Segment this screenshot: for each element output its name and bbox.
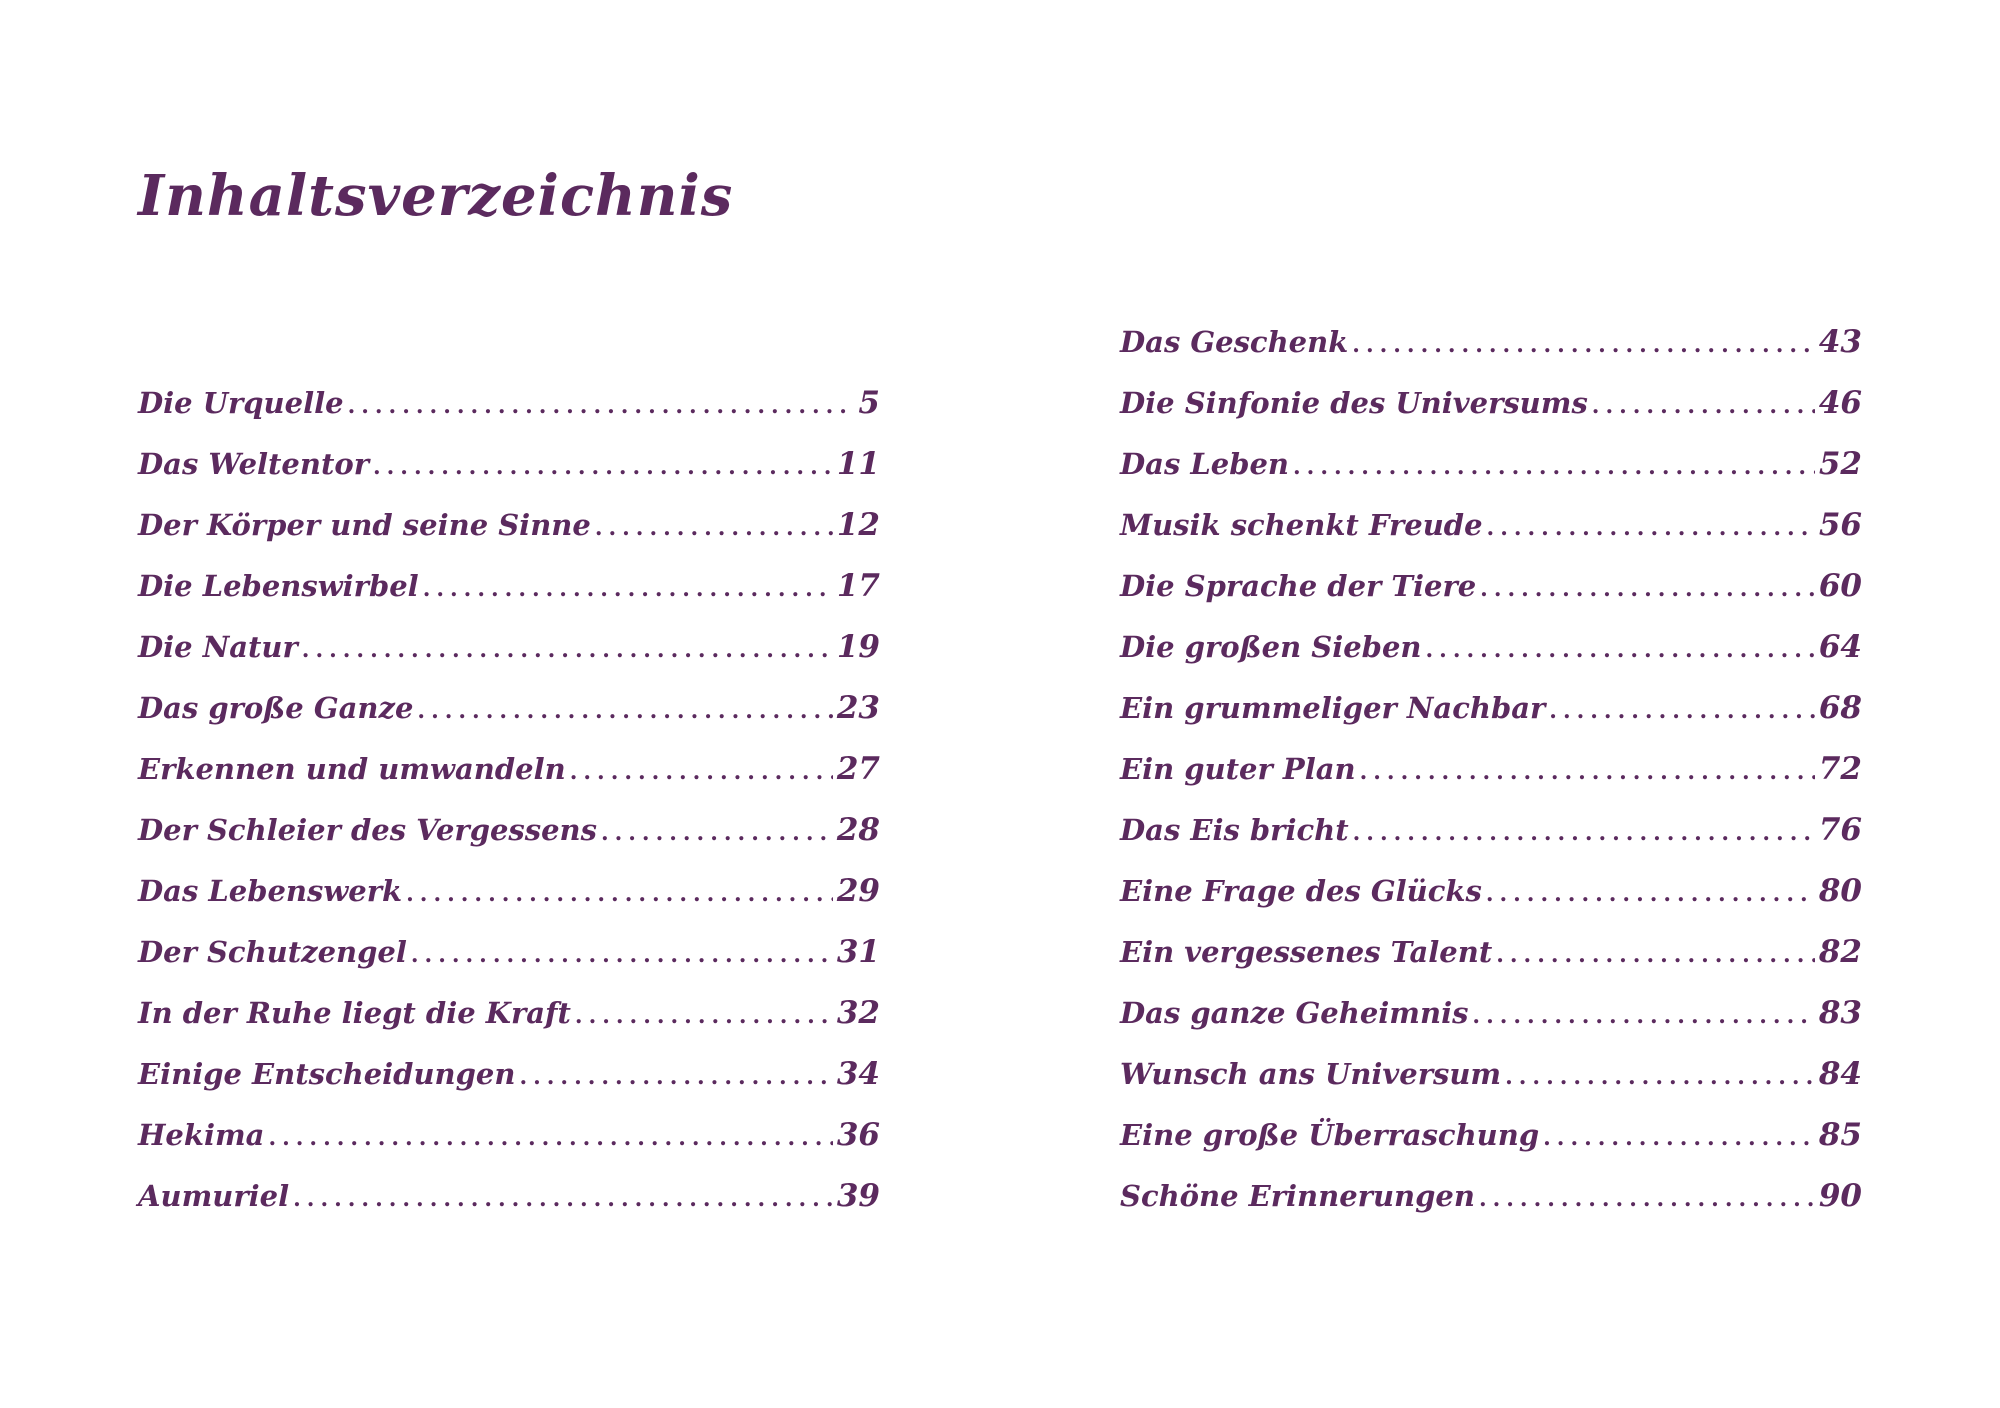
toc-entry (1120, 690, 1862, 751)
toc-page-number: 64 (1818, 629, 1862, 665)
toc-entry (1120, 568, 1862, 629)
toc-dot-leader (411, 942, 833, 968)
toc-entry-title: Erkennen und umwandeln (138, 752, 566, 786)
toc-entry-title: Das Weltentor (138, 447, 369, 481)
toc-entry (1120, 324, 1862, 385)
toc-entry-title: Die Sinfonie des Universums (1120, 386, 1588, 420)
toc-page-number: 84 (1818, 1056, 1862, 1092)
toc-dot-leader (348, 393, 846, 419)
toc-entry-title: Musik schenkt Freude (1120, 508, 1483, 542)
toc-page-number: 43 (1818, 324, 1862, 360)
toc-page-number: 82 (1818, 934, 1862, 970)
toc-dot-leader (601, 820, 833, 846)
toc-entry-title: Der Schleier des Vergessens (138, 813, 597, 847)
toc-entry-title: Die Natur (138, 630, 298, 664)
toc-entry (138, 1178, 880, 1239)
toc-entry (1120, 812, 1862, 873)
toc-entry (138, 873, 880, 934)
toc-dot-leader (1352, 332, 1815, 358)
toc-entry (138, 751, 880, 812)
toc-entry-title: Die Sprache der Tiere (1120, 569, 1477, 603)
toc-entry (138, 568, 880, 629)
toc-page-number: 19 (836, 629, 880, 665)
toc-entry-title: Ein guter Plan (1120, 752, 1356, 786)
toc-dot-leader (1480, 576, 1815, 602)
toc-entry (138, 812, 880, 873)
toc-entry (1120, 751, 1862, 812)
toc-entry-title: Das Geschenk (1120, 325, 1349, 359)
toc-page-number: 29 (836, 873, 880, 909)
toc-entry-title: Der Schutzengel (138, 935, 407, 969)
toc-entry (1120, 385, 1862, 446)
toc-entry (138, 629, 880, 690)
toc-entry-title: Das Lebenswerk (138, 874, 403, 908)
toc-page-number: 83 (1818, 995, 1862, 1031)
toc-entry-title: Das große Ganze (138, 691, 414, 725)
toc-dot-leader (1293, 454, 1815, 480)
toc-dot-leader (1353, 820, 1815, 846)
toc-page-number: 72 (1818, 751, 1862, 787)
toc-page-number: 76 (1818, 812, 1862, 848)
toc-entry-title: Hekima (138, 1118, 265, 1152)
toc-entry (138, 690, 880, 751)
toc-entry-title: Das Eis bricht (1120, 813, 1349, 847)
toc-entry (138, 934, 880, 995)
page-title: Inhaltsverzeichnis (138, 162, 734, 229)
toc-page-number: 12 (836, 507, 880, 543)
toc-entry-title: Ein grummeliger Nachbar (1120, 691, 1546, 725)
toc-entry (1120, 995, 1862, 1056)
toc-entry (138, 507, 880, 568)
toc-dot-leader (268, 1125, 832, 1151)
toc-entry-title: Die Urquelle (138, 386, 344, 420)
toc-entry (1120, 873, 1862, 934)
toc-page-number: 52 (1818, 446, 1862, 482)
toc-dot-leader (595, 515, 833, 541)
toc-page-number: 39 (836, 1178, 880, 1214)
toc-dot-leader (1360, 759, 1815, 785)
toc-dot-leader (406, 881, 833, 907)
toc-page-number: 32 (836, 995, 880, 1031)
toc-page-number: 36 (836, 1117, 880, 1153)
toc-dot-leader (575, 1003, 833, 1029)
toc-entry-title: Einige Entscheidungen (138, 1057, 516, 1091)
toc-page-number: 5 (858, 385, 880, 421)
toc-entry-title: Die großen Sieben (1120, 630, 1422, 664)
toc-dot-leader (519, 1064, 832, 1090)
toc-entry-title: Eine Frage des Glücks (1120, 874, 1482, 908)
toc-page-number: 34 (836, 1056, 880, 1092)
toc-dot-leader (293, 1186, 833, 1212)
toc-entry (1120, 1178, 1862, 1239)
toc-entry-title: Eine große Überraschung (1120, 1118, 1540, 1152)
toc-entry-title: Aumuriel (138, 1179, 290, 1213)
toc-entry (1120, 629, 1862, 690)
toc-dot-leader (1496, 942, 1815, 968)
toc-page-number: 60 (1818, 568, 1862, 604)
toc-dot-leader (1505, 1064, 1815, 1090)
toc-dot-leader (302, 637, 833, 663)
toc-entry-title: Ein vergessenes Talent (1120, 935, 1493, 969)
toc-entry-title: Wunsch ans Universum (1120, 1057, 1502, 1091)
toc-entry-title: Das Leben (1120, 447, 1290, 481)
toc-entry (1120, 1056, 1862, 1117)
toc-entry (1120, 1117, 1862, 1178)
toc-page-number: 85 (1818, 1117, 1862, 1153)
toc-page-number: 11 (836, 446, 880, 482)
toc-dot-leader (1479, 1186, 1815, 1212)
toc-page-number: 31 (836, 934, 880, 970)
toc-dot-leader (1549, 698, 1815, 724)
toc-entry (1120, 507, 1862, 568)
toc-dot-leader (570, 759, 833, 785)
toc-entry (138, 385, 880, 446)
toc-left-column (138, 385, 880, 1239)
toc-entry-title: In der Ruhe liegt die Kraft (138, 996, 571, 1030)
toc-dot-leader (417, 698, 832, 724)
toc-entry (138, 1117, 880, 1178)
toc-page-number: 80 (1818, 873, 1862, 909)
toc-dot-leader (423, 576, 833, 602)
toc-dot-leader (1487, 515, 1815, 541)
toc-page-number: 17 (836, 568, 880, 604)
toc-dot-leader (1426, 637, 1815, 663)
toc-page-number: 90 (1818, 1178, 1862, 1214)
toc-right-column (1120, 324, 1862, 1239)
toc-dot-leader (1486, 881, 1815, 907)
toc-entry-title: Die Lebenswirbel (138, 569, 419, 603)
toc-entry-title: Das ganze Geheimnis (1120, 996, 1469, 1030)
toc-entry (1120, 934, 1862, 995)
toc-entry-title: Schöne Erinnerungen (1120, 1179, 1475, 1213)
toc-entry-title: Der Körper und seine Sinne (138, 508, 591, 542)
toc-entry (138, 1056, 880, 1117)
toc-page-number: 56 (1818, 507, 1862, 543)
toc-dot-leader (373, 454, 833, 480)
toc-dot-leader (1592, 393, 1815, 419)
toc-page-number: 46 (1818, 385, 1862, 421)
toc-dot-leader (1472, 1003, 1814, 1029)
toc-entry (138, 995, 880, 1056)
toc-page-number: 28 (836, 812, 880, 848)
toc-page-number: 68 (1818, 690, 1862, 726)
toc-page-number: 27 (836, 751, 880, 787)
toc-dot-leader (1543, 1125, 1815, 1151)
toc-entry (138, 446, 880, 507)
toc-entry (1120, 446, 1862, 507)
toc-page-number: 23 (836, 690, 880, 726)
